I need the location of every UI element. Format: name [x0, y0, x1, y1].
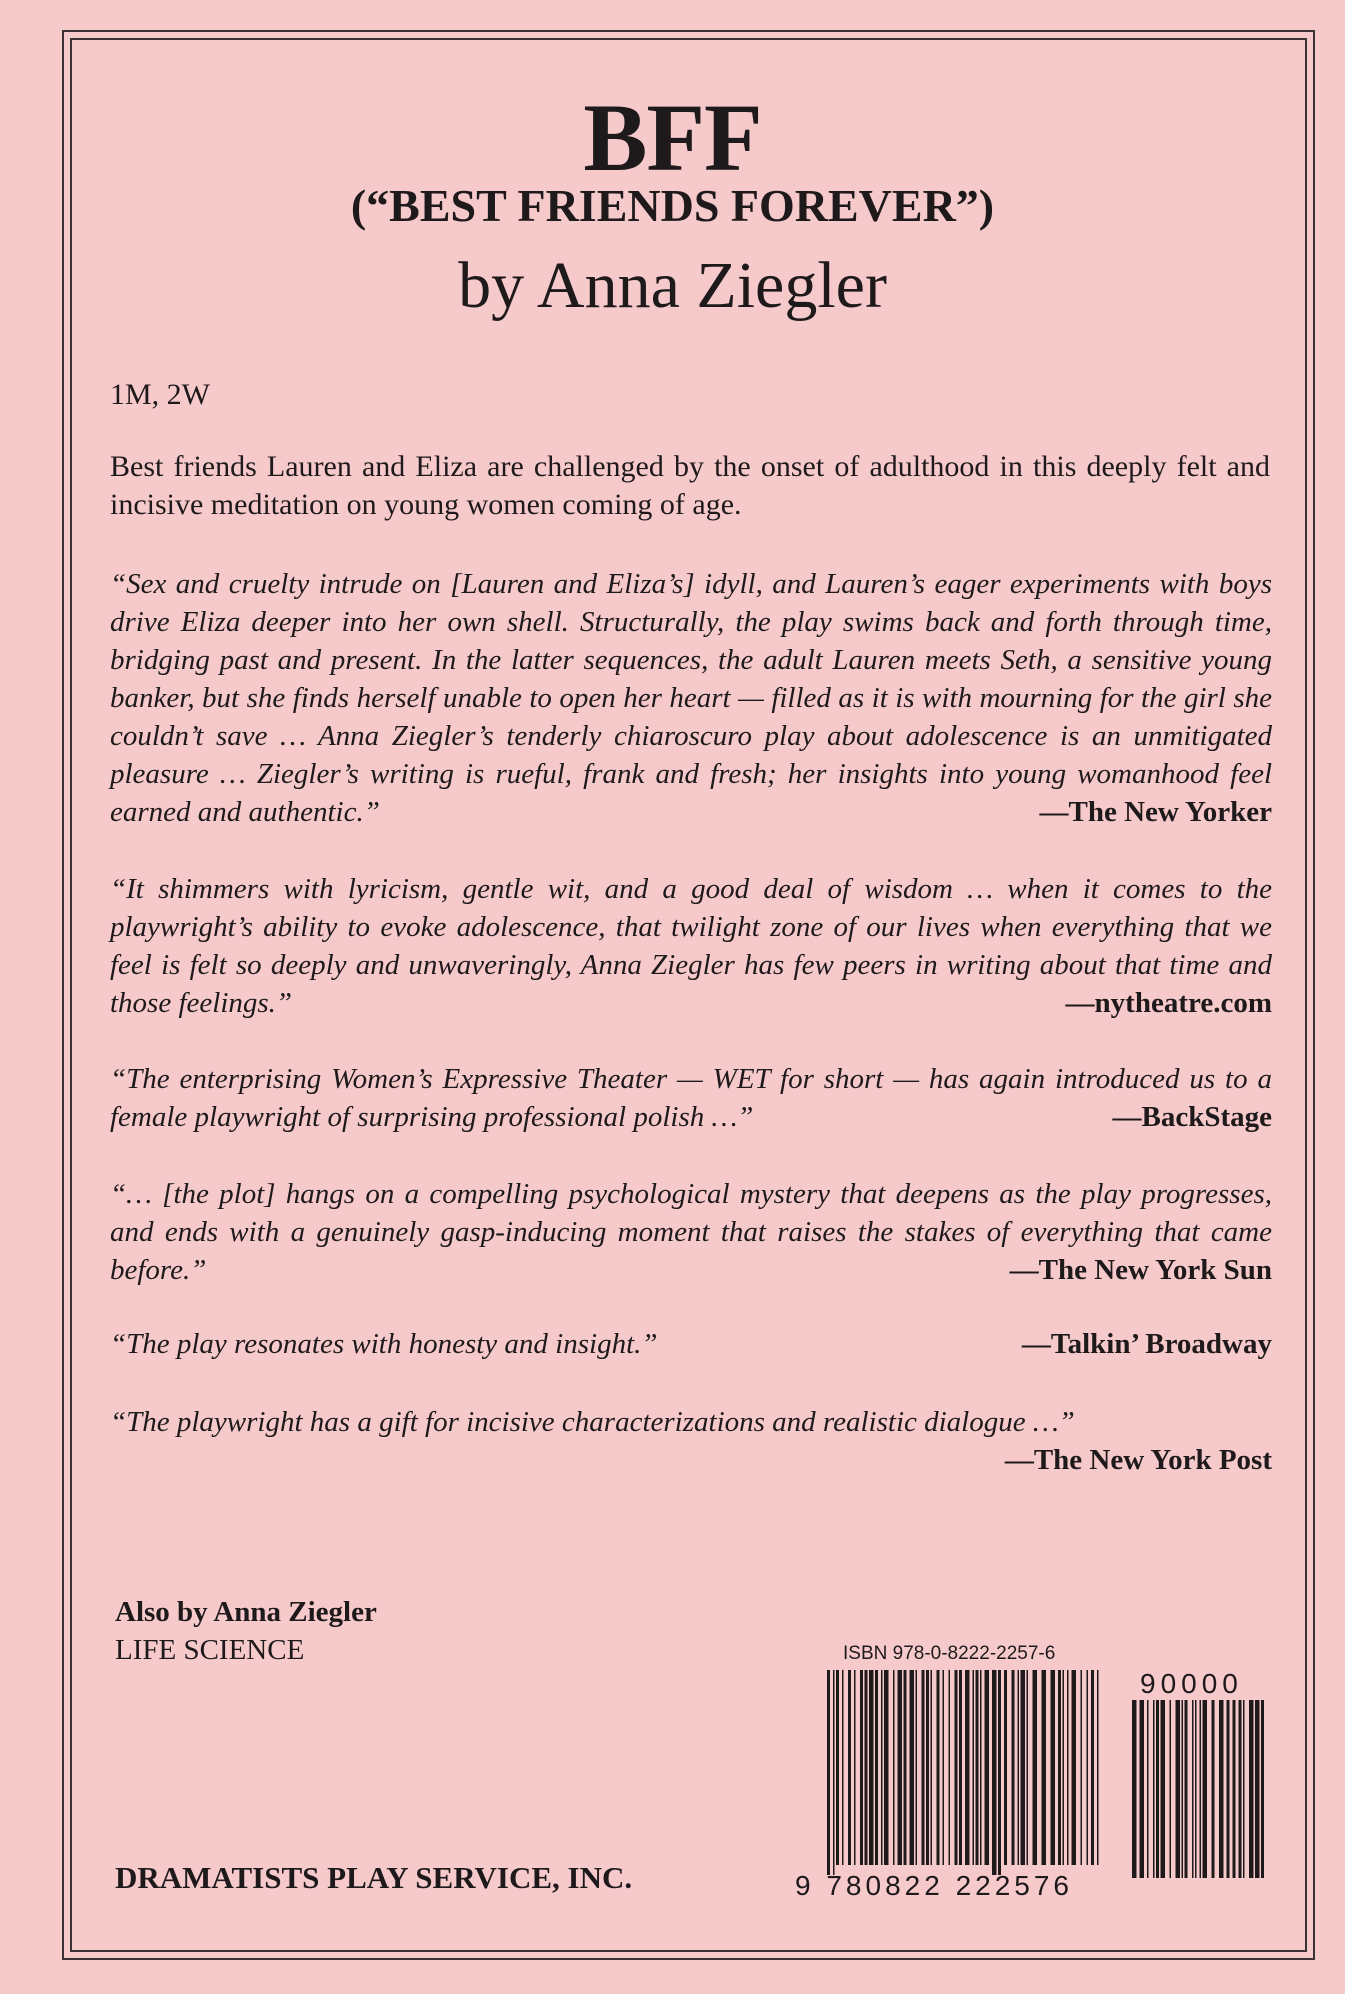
- barcode-bar: [1192, 1700, 1194, 1878]
- review-quote: [110, 1325, 1272, 1363]
- isbn-barcode: [825, 1670, 1105, 1880]
- review-quote: [110, 870, 1272, 1022]
- quote-source: —Talkin’ Broadway: [1021, 1328, 1272, 1360]
- barcode-bar: [1058, 1670, 1061, 1865]
- book-title: BFF: [583, 84, 762, 191]
- barcode-bar: [869, 1670, 874, 1865]
- barcode-bar: [943, 1670, 945, 1865]
- barcode-bar: [1021, 1670, 1026, 1865]
- barcode-bar: [842, 1670, 844, 1865]
- quote-text: “The play resonates with honesty and insight.”: [110, 1328, 658, 1360]
- barcode-bar: [881, 1670, 883, 1865]
- barcode-bar: [1170, 1700, 1172, 1878]
- barcode-bar: [973, 1670, 975, 1865]
- quote-source: —The New York Sun: [1009, 1254, 1272, 1286]
- barcode-bar: [1176, 1700, 1181, 1878]
- barcode-bar: [965, 1670, 970, 1865]
- barcode-bar: [1091, 1670, 1094, 1865]
- barcode-bar: [1249, 1700, 1254, 1878]
- barcode-bar: [833, 1670, 835, 1875]
- barcode-bar: [875, 1670, 878, 1865]
- barcode-bar: [926, 1670, 929, 1865]
- barcode-bar: [1203, 1700, 1208, 1878]
- barcode-bar: [1161, 1700, 1166, 1878]
- quote-source: —The New Yorker: [1039, 796, 1272, 828]
- barcode-bar: [1067, 1670, 1069, 1865]
- barcode-number: 9 780822 222576: [795, 1870, 1073, 1901]
- barcode-bar: [937, 1670, 940, 1865]
- barcode-bar: [1185, 1700, 1188, 1878]
- barcode-bar: [1195, 1700, 1197, 1878]
- barcode-bar: [1212, 1700, 1215, 1878]
- barcode-bar: [904, 1670, 907, 1865]
- barcode-bar: [1027, 1670, 1029, 1865]
- barcode-bar: [836, 1670, 839, 1865]
- barcode-bar: [898, 1670, 903, 1865]
- barcode-bar: [1063, 1670, 1065, 1865]
- barcode-bar: [910, 1670, 915, 1865]
- quote-text: “… [the plot] hangs on a compelling psychological mystery that deepens as the play progresses, and ends with a genuinely gasp-inducing moment that raises the stakes of everything that came before.”: [110, 1178, 1272, 1286]
- synopsis: Best friends Lauren and Eliza are challenged by the onset of adulthood in this deeply felt and incisive meditation on young women coming of age.: [110, 450, 1270, 521]
- barcode-bar: [1239, 1700, 1242, 1878]
- barcode-bar: [860, 1670, 863, 1865]
- barcode-bar: [1147, 1700, 1149, 1878]
- barcode-bar: [1200, 1700, 1202, 1878]
- barcode-bar: [1156, 1700, 1159, 1878]
- barcode-bar: [1087, 1670, 1089, 1865]
- author-line: by Anna Ziegler: [458, 249, 887, 322]
- review-quote: [110, 565, 1272, 831]
- price-code: 90000: [1140, 1668, 1243, 1699]
- barcode-bar: [985, 1670, 990, 1865]
- quote-text: “Sex and cruelty intrude on [Lauren and Eliza’s] idyll, and Lauren’s eager experiments with boys drive Eliza deeper into her own shell. Structurally, the play swims back and forth through time, bridging past and present. In the latter sequences, the adult Lauren meets Seth, a sensitive young banker, but she finds herself unable to open her heart — filled as it is with mourning for the girl she couldn’t save … Anna Ziegler’s tenderly chiaroscuro play about adolescence is an unmitigated pleasure … Ziegler’s writing is rueful, frank and fresh; her insights into young womanhood feel earned and authentic.”: [110, 568, 1272, 828]
- barcode-bar: [1012, 1670, 1015, 1865]
- quote-source: —nytheatre.com: [1065, 987, 1272, 1019]
- book-subtitle: (“BEST FRIENDS FOREVER”): [350, 180, 995, 231]
- quote-text: “The enterprising Women’s Expressive Theater — WET for short — has again introduced us to a female playwright of surprising professional polish …”: [110, 1063, 1272, 1133]
- barcode-bar: [949, 1670, 951, 1865]
- also-by-heading: Also by Anna Ziegler: [115, 1596, 377, 1628]
- barcode-bar: [959, 1670, 962, 1865]
- quote-source: —The New York Post: [1004, 1444, 1272, 1476]
- barcode-bar: [893, 1670, 895, 1865]
- barcode-bar: [998, 1670, 1001, 1875]
- barcode-bar: [1072, 1670, 1077, 1865]
- barcode-bar: [848, 1670, 851, 1865]
- barcode-bar: [1004, 1670, 1007, 1865]
- quote-source: —BackStage: [1112, 1101, 1272, 1133]
- barcode-bar: [931, 1670, 933, 1865]
- barcode-bar: [1261, 1700, 1264, 1878]
- barcode-bar: [1219, 1700, 1224, 1878]
- barcode-bar: [1033, 1670, 1038, 1865]
- barcode-bar: [1018, 1670, 1020, 1865]
- review-quote: [110, 1403, 1272, 1479]
- isbn-label: ISBN 978-0-8222-2257-6: [843, 1643, 1056, 1664]
- barcode-bar: [1140, 1700, 1145, 1878]
- barcode-bar: [992, 1670, 997, 1875]
- quote-text: “The playwright has a gift for incisive characterizations and realistic dialogue …”: [110, 1406, 1075, 1438]
- barcode-bar: [1227, 1700, 1230, 1878]
- barcode-bar: [1051, 1670, 1056, 1865]
- also-by-title: LIFE SCIENCE: [115, 1634, 305, 1666]
- barcode-bar: [827, 1670, 830, 1875]
- barcode-bar: [916, 1670, 918, 1865]
- barcode-bar: [1132, 1700, 1137, 1878]
- barcode-bar: [854, 1670, 856, 1865]
- barcode-bar: [976, 1670, 979, 1865]
- barcode-bar: [922, 1670, 925, 1865]
- barcode-bar: [1042, 1670, 1047, 1865]
- barcode-bar: [1081, 1670, 1083, 1865]
- barcode-bar: [1233, 1700, 1236, 1878]
- barcode-bar: [1097, 1670, 1099, 1865]
- review-quote: [110, 1175, 1272, 1289]
- quote-text: “It shimmers with lyricism, gentle wit, and a good deal of wisdom … when it comes to the playwright’s ability to evoke adolescence, that twilight zone of our lives when everything that we feel is felt so deeply and unwaveringly, Anna Ziegler has few peers in writing about that time and those feelings.”: [110, 873, 1272, 1019]
- barcode-bar: [884, 1670, 889, 1865]
- barcode-bar: [1153, 1700, 1155, 1878]
- barcode-bar: [955, 1670, 958, 1865]
- barcode-bar: [1255, 1700, 1260, 1878]
- price-barcode: [1130, 1700, 1270, 1880]
- cast-size: 1M, 2W: [110, 378, 210, 411]
- barcode-bar: [980, 1670, 982, 1865]
- review-quote: [110, 1060, 1272, 1136]
- publisher: DRAMATISTS PLAY SERVICE, INC.: [115, 1860, 633, 1895]
- barcode-bar: [865, 1670, 868, 1865]
- barcode-bar: [1243, 1700, 1245, 1878]
- barcode-bar: [1182, 1700, 1184, 1878]
